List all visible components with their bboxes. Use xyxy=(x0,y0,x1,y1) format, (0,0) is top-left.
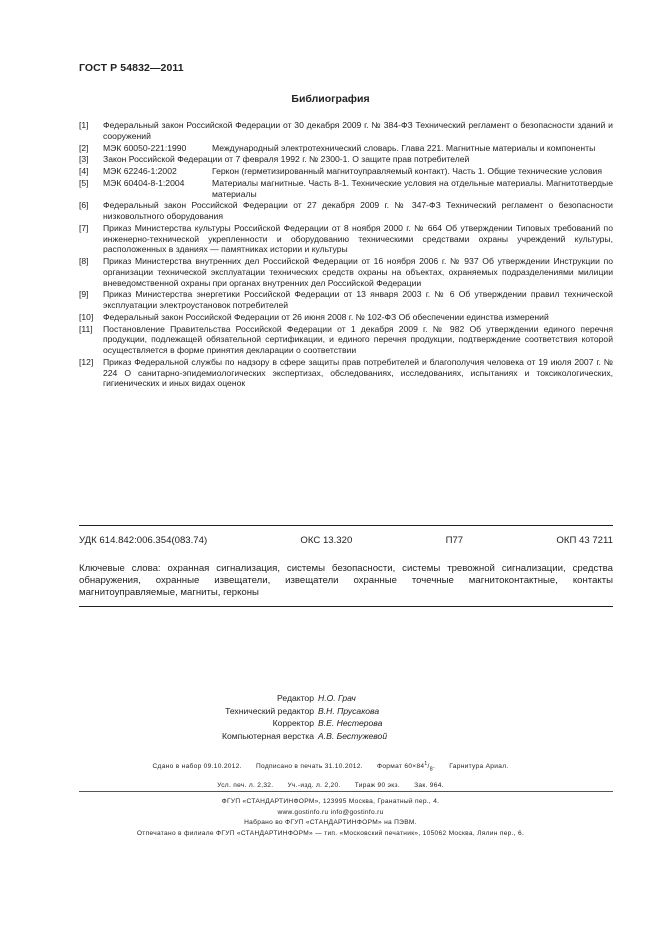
bib-num: [6] xyxy=(79,200,89,211)
keywords: Ключевые слова: охранная сигнализация, системы безопасности, системы тревожной сигнализации, средства обнаружения, охранные извещатели, извещатели охранные точечные магнитоконтактные, контакты магнитоуправляемые, магниты, герконы xyxy=(79,563,613,598)
bib-item-3 xyxy=(79,154,613,165)
font-info: Гарнитура Ариал. xyxy=(449,763,509,771)
bib-text: Приказ Министерства энергетики Российской Федерации от 13 января 2003 г. № 6 Об утверждении правил технической эксплуатации электроустановок потребителей xyxy=(103,289,613,310)
bib-code: МЭК 60050-221:1990 xyxy=(103,142,187,153)
bib-item-11 xyxy=(79,324,613,356)
bibliography-list xyxy=(79,120,613,390)
bib-text: Приказ Министерства внутренних дел Российской Федерации от 16 ноября 2006 г. № 937 Об утверждении Инструкции по организации технической эксплуатации технических средств охраны на объектах, охраняемых подразделениями милиции вневедомственной охраны при органах внутренних дел Российской Федерации xyxy=(103,256,613,288)
bib-item-10 xyxy=(79,312,613,323)
publisher-email-link[interactable]: info@gostinfo.ru xyxy=(330,808,384,816)
divider-bottom xyxy=(79,606,613,607)
oks-code: ОКС 13.320 xyxy=(300,535,353,546)
p-code: П77 xyxy=(445,535,464,546)
publisher-typeset: Набрано во ФГУП «СТАНДАРТИНФОРМ» на ПЭВМ. xyxy=(244,819,417,826)
bib-num: [8] xyxy=(79,256,89,267)
divider-publisher xyxy=(79,791,613,792)
tirazh: Тираж 90 экз. xyxy=(354,781,400,789)
classification-row xyxy=(79,535,613,546)
credit-role: Технический редактор xyxy=(225,705,314,716)
bib-text: Закон Российской Федерации от 7 февраля 1992 г. № 2300-1. О защите прав потребителей xyxy=(103,154,470,165)
bib-num: [7] xyxy=(79,222,89,233)
credit-editor xyxy=(0,692,661,705)
credit-tech-editor xyxy=(0,705,661,718)
credit-corrector xyxy=(0,717,661,730)
credit-layout xyxy=(0,730,661,743)
bib-item-7 xyxy=(79,223,613,255)
bib-item-5 xyxy=(79,178,613,199)
bib-code: МЭК 62246-1:2002 xyxy=(103,166,177,177)
print-info xyxy=(0,757,661,793)
bib-text: Материалы магнитные. Часть 8-1. Технические условия на отдельные материалы. Магнитотвердые материалы xyxy=(212,177,613,199)
bib-num: [12] xyxy=(79,356,94,367)
publisher-contacts xyxy=(0,808,661,819)
usl-pech-l: Усл. печ. л. 2,32. xyxy=(217,781,274,789)
bib-num: [1] xyxy=(79,120,89,130)
bib-item-4 xyxy=(79,166,613,177)
publisher-printed: Отпечатано в филиале ФГУП «СТАНДАРТИНФОРМ» — тип. «Московский печатник», 105062 Москва, Лялин пер., 6. xyxy=(136,829,525,837)
bib-num: [3] xyxy=(79,154,89,165)
signed-date: Подписано в печать 31.10.2012. xyxy=(255,763,363,771)
bib-code: МЭК 60404-8-1:2004 xyxy=(103,177,185,188)
credits xyxy=(0,692,661,742)
bib-num: [4] xyxy=(79,166,89,177)
credit-person: В.Н. Прусакова xyxy=(318,705,380,716)
credit-role: Компьютерная верстка xyxy=(221,730,314,741)
format: Формат $60\times 84^1/_8$. xyxy=(377,761,436,773)
bib-text: Геркон (герметизированный магнитоуправляемый контакт). Часть 1. Общие технические условия xyxy=(212,166,602,177)
bib-item-6 xyxy=(79,200,613,221)
bib-text: Федеральный закон Российской Федерации от 26 июня 2008 г. № 102-ФЗ Об обеспечении единства измерений xyxy=(103,311,549,322)
page-header-standard: ГОСТ Р 54832—2011 xyxy=(79,62,184,74)
bib-item-12 xyxy=(79,357,613,389)
okp-code: ОКП 43 7211 xyxy=(556,535,613,546)
print-info-line-1 xyxy=(0,757,661,778)
divider-top xyxy=(79,525,613,526)
bib-num: [5] xyxy=(79,177,89,188)
credit-person: В.Е. Нестерова xyxy=(318,718,383,729)
uch-izd-l: Уч.-изд. л. 2,20. xyxy=(287,781,341,789)
publisher-web-link[interactable]: www.gostinfo.ru xyxy=(277,808,329,816)
bib-text: Постановление Правительства Российской Федерации от 1 декабря 2009 г. № 982 Об утверждении единого перечня продукции, подлежащей обязательной сертификации, и единого перечня продукции, подтверждение соответствия которой осуществляется в форме принятия декларации о соответствии xyxy=(103,323,613,355)
bib-text: Приказ Министерства культуры Российской Федерации от 8 ноября 2000 г. № 664 Об утверждении Типовых требований по инженерно-технической укрепленности и оборудованию техническими средствами охраны учреждений культуры, расположенных в зданиях — памятниках истории и культуры xyxy=(103,222,613,255)
credit-role: Редактор xyxy=(277,693,314,703)
bib-num: [10] xyxy=(79,311,94,322)
bibliography-title: Библиография xyxy=(291,93,370,105)
bib-num: [11] xyxy=(79,323,93,334)
zakaz: Зак. 964. xyxy=(414,781,444,789)
credit-person: А.В. Бестужевой xyxy=(318,730,388,741)
credit-role: Корректор xyxy=(272,718,314,729)
bib-num: [2] xyxy=(79,142,89,153)
bib-num: [9] xyxy=(79,289,89,300)
bib-item-9 xyxy=(79,289,613,310)
bib-text: Федеральный закон Российской Федерации от 27 декабря 2009 г. № 347-ФЗ Технический регламент о безопасности низковольтного оборудования xyxy=(103,200,613,222)
sent-date: Сдано в набор 09.10.2012. xyxy=(152,763,242,771)
bib-item-2 xyxy=(79,143,613,154)
credit-person: Н.О. Грач xyxy=(318,693,356,703)
publisher-info xyxy=(0,797,661,839)
bib-item-8 xyxy=(79,256,613,288)
publisher-address: ФГУП «СТАНДАРТИНФОРМ», 123995 Москва, Гранатный пер., 4. xyxy=(221,798,440,805)
bib-text: Приказ Федеральной службы по надзору в сфере защиты прав потребителей и благополучия человека от 19 июля 2007 г. № 224 О санитарно-эпидемиологических экспертизах, обследованиях, исследованиях, испытаниях и токсикологических, гигиенических и иных видах оценок xyxy=(103,356,613,389)
bib-text: Федеральный закон Российской Федерации от 30 декабря 2009 г. № 384-ФЗ Технический регламент о безопасности зданий и сооружений xyxy=(103,120,613,141)
bib-item-1 xyxy=(79,120,613,141)
bib-text: Международный электротехнический словарь. Глава 221. Магнитные материалы и компоненты xyxy=(212,142,596,153)
udk-code: УДК 614.842:006.354(083.74) xyxy=(79,535,208,546)
